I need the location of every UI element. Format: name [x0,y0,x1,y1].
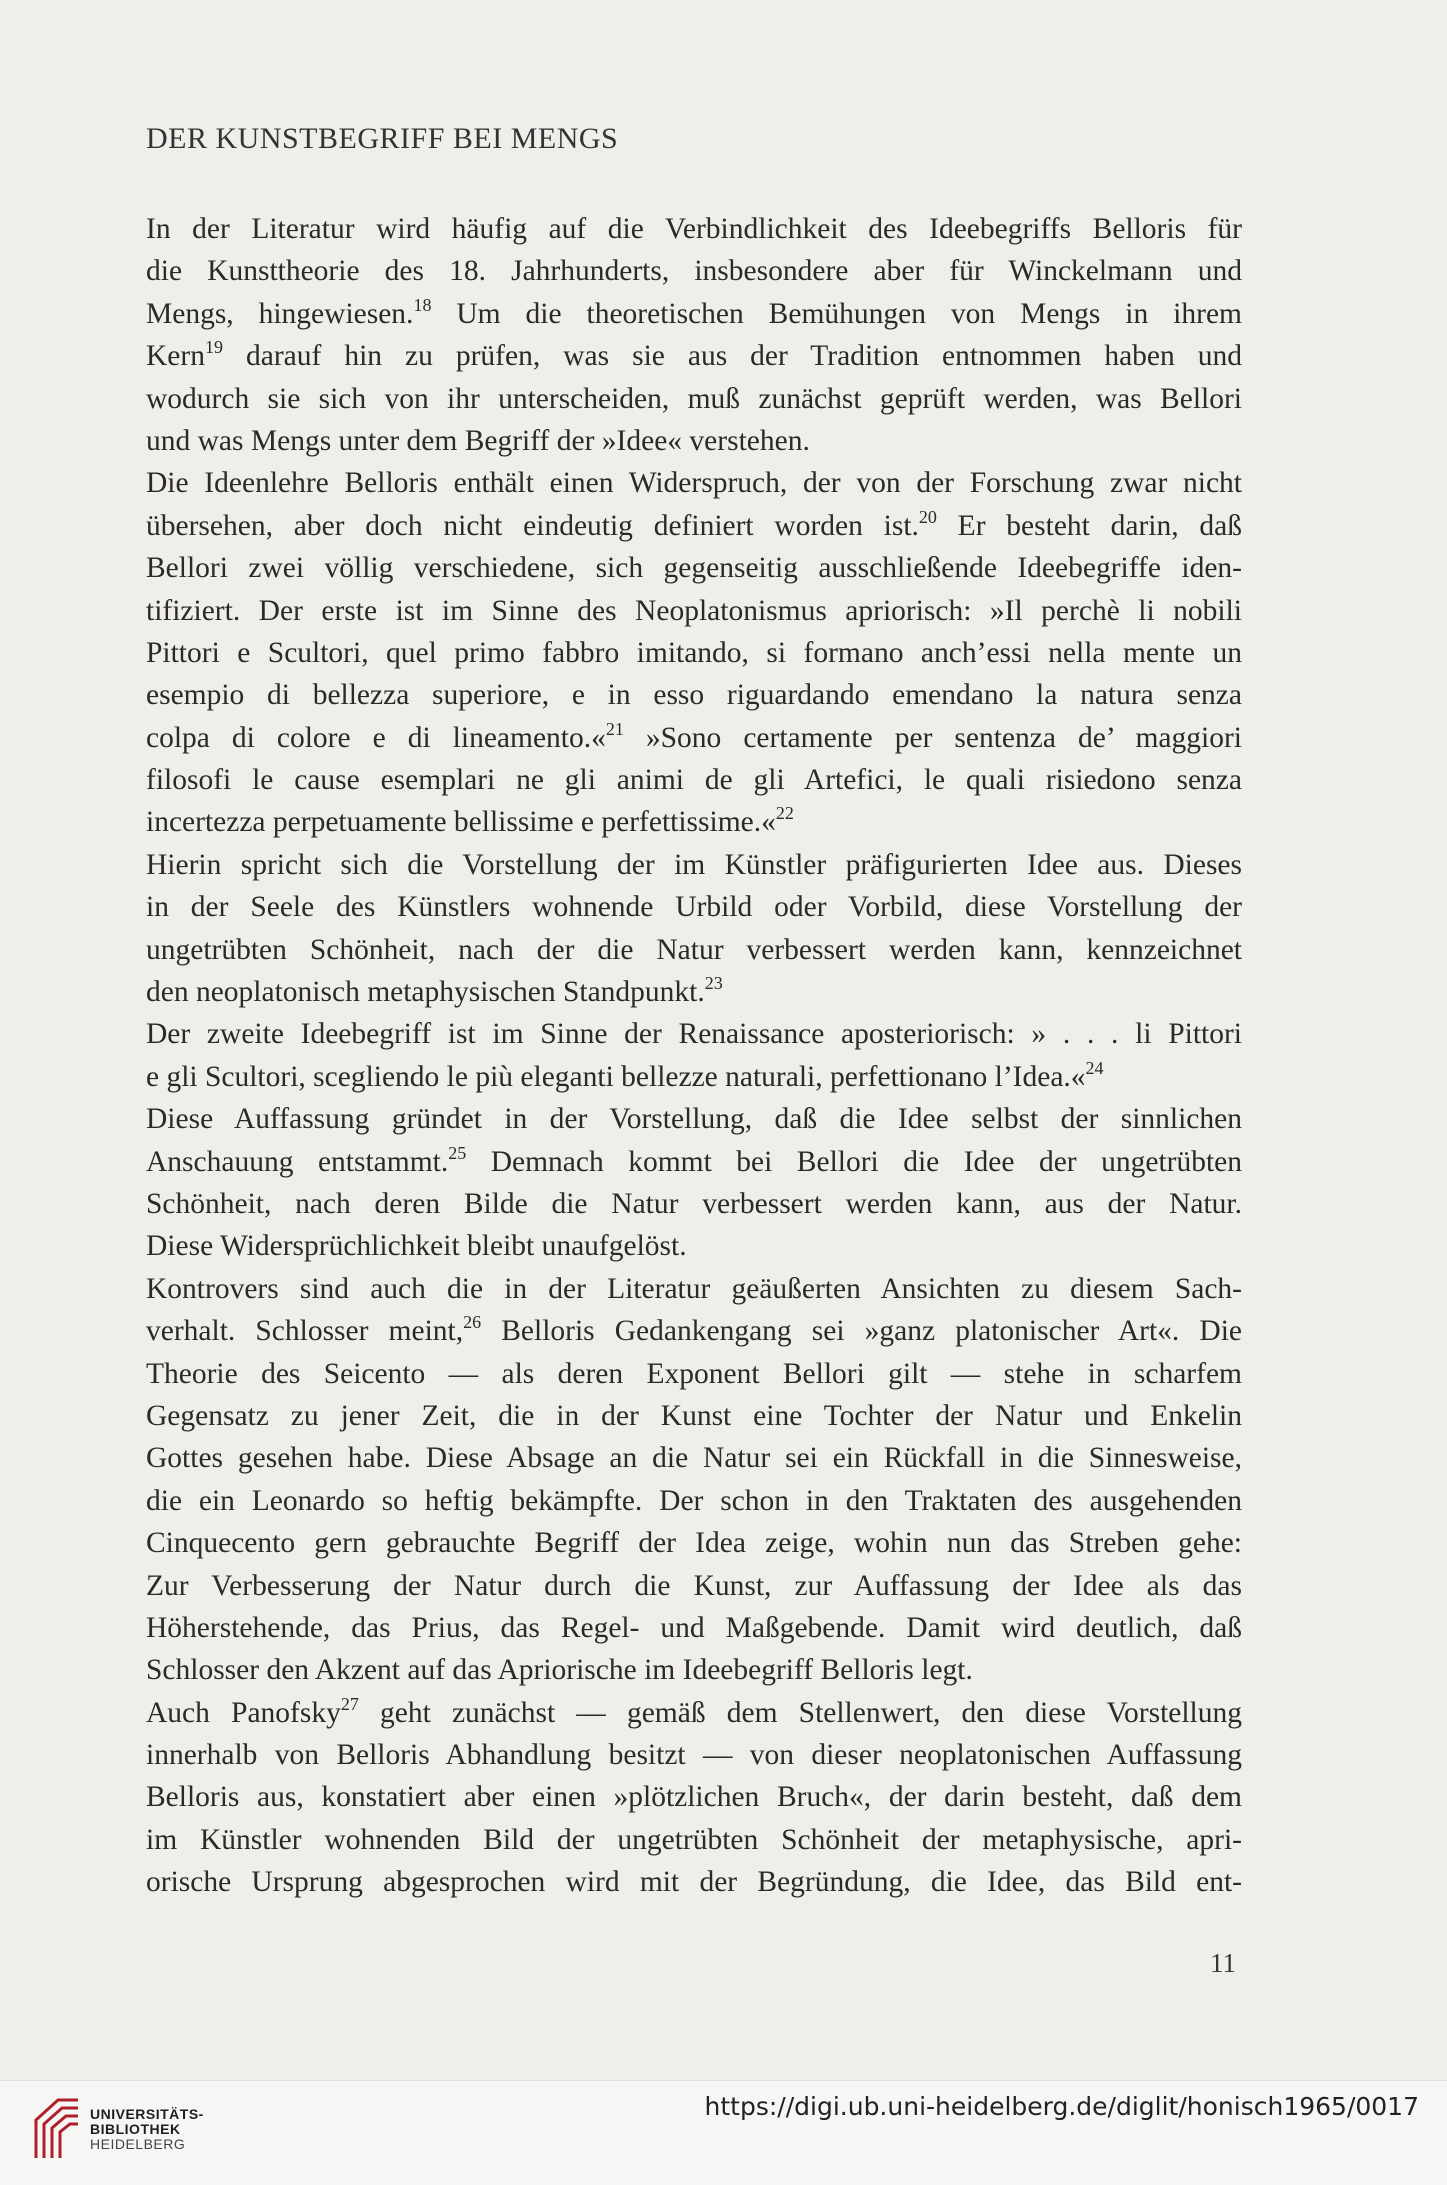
text-line [146,1522,1242,1564]
text-run: Um die theoretischen Bemühungen von Mengs in ihrem [431,297,1242,330]
text-run: Hierin spricht sich die Vorstellung der im Künstler präfigurierten Idee aus. Dieses [146,848,1242,881]
text-run: Höherstehende, das Prius, das Regel- und Maßgebende. Damit wird deutlich, daß [146,1611,1242,1644]
footnote-ref: 22 [775,803,794,824]
text-line [146,420,1242,462]
logo-line-3: HEIDELBERG [90,2136,186,2152]
text-run: tifiziert. Der erste ist im Sinne des Neoplatonismus apriorisch: »Il perchè li nobili [146,594,1242,627]
text-run: In der Literatur wird häufig auf die Verbindlichkeit des Ideebegriffs Belloris für [146,213,1242,245]
text-run: Demnach kommt bei Bellori die Idee der ungetrübten [466,1145,1243,1178]
footnote-ref: 24 [1085,1057,1104,1078]
text-run: Bellori zwei völlig verschiedene, sich gegenseitig ausschließende Ideebegriffe iden- [146,552,1242,585]
footnote-ref: 18 [413,294,432,315]
footnote-ref: 19 [204,337,223,358]
text-line [146,1776,1242,1818]
text-line [146,844,1242,886]
text-line [146,1056,1242,1098]
library-logo-icon [28,2092,86,2162]
text-run: den neoplatonisch metaphysischen Standpunkt. [146,976,705,1009]
source-url-link[interactable]: https://digi.ub.uni-heidelberg.de/diglit/honisch1965/0017 [704,2092,1419,2121]
text-run: Diese Auffassung gründet in der Vorstellung, daß die Idee selbst der sinnlichen [146,1103,1242,1136]
text-line [146,1310,1242,1352]
text-run: filosofi le cause esemplari ne gli animi de gli Artefici, le quali risiedono senza [146,764,1242,797]
text-line [146,1141,1242,1183]
text-line [146,1183,1242,1225]
text-run: Diese Widersprüchlichkeit bleibt unaufgelöst. [146,1230,687,1263]
text-run: Mengs, hingewiesen. [146,297,414,330]
text-line [146,1480,1242,1522]
text-line [146,378,1242,420]
text-line [146,1565,1242,1607]
text-run: incertezza perpetuamente bellissime e perfettissime.« [146,806,776,839]
text-line [146,674,1242,716]
text-run: Pittori e Scultori, quel primo fabbro imitando, si formano anch’essi nella mente un [146,636,1242,669]
text-run: in der Seele des Künstlers wohnende Urbild oder Vorbild, diese Vorstellung der [146,891,1242,924]
text-run: geht zunächst — gemäß dem Stellenwert, den diese Vorstellung [358,1696,1242,1729]
text-line [146,335,1242,377]
text-run: Er besteht darin, daß [936,509,1242,542]
footnote-ref: 20 [918,506,937,527]
text-run: colpa di colore e di lineamento.« [146,721,606,754]
text-run: Belloris aus, konstatiert aber einen »plötzlichen Bruch«, der darin besteht, daß dem [146,1781,1242,1814]
text-line [146,1819,1242,1861]
text-line [146,1013,1242,1055]
text-line [146,1395,1242,1437]
text-run: Gottes gesehen habe. Diese Absage an die Natur sei ein Rückfall in die Sinnesweise, [146,1442,1242,1475]
text-run: esempio di bellezza superiore, e in esso riguardando emendano la natura senza [146,679,1242,712]
text-run: Zur Verbesserung der Natur durch die Kunst, zur Auffassung der Idee als das [146,1569,1242,1602]
text-run: Schönheit, nach deren Bilde die Natur verbessert werden kann, aus der Natur. [146,1187,1242,1220]
text-run: Theorie des Seicento — als deren Exponent Bellori gilt — stehe in scharfem [146,1357,1242,1390]
text-line [146,1437,1242,1479]
text-line [146,505,1242,547]
running-head: DER KUNSTBEGRIFF BEI MENGS [146,122,619,155]
text-line [146,547,1242,589]
text-run: und was Mengs unter dem Begriff der »Idee« verstehen. [146,424,810,457]
text-line [146,717,1242,759]
footnote-ref: 21 [605,718,624,739]
text-line [146,1692,1242,1734]
text-line [146,590,1242,632]
text-run: Auch Panofsky [146,1696,341,1729]
page-number: 11 [1210,1948,1236,1978]
text-line [146,759,1242,801]
footnote-ref: 27 [340,1693,359,1714]
text-run: übersehen, aber doch nicht eindeutig definiert worden ist. [146,509,919,542]
text-run: Der zweite Ideebegriff ist im Sinne der Renaissance aposteriorisch: » . . . li Pittori [146,1018,1242,1051]
text-run: Cinquecento gern gebrauchte Begriff der Idea zeige, wohin nun das Streben gehe: [146,1527,1242,1560]
text-run: Die Ideenlehre Belloris enthält einen Widerspruch, der von der Forschung zwar nicht [146,467,1242,500]
text-run: Gegensatz zu jener Zeit, die in der Kunst eine Tochter der Natur und Enkelin [146,1399,1242,1432]
footnote-ref: 25 [448,1142,467,1163]
text-run: innerhalb von Belloris Abhandlung besitzt — von dieser neoplatonischen Auffassung [146,1739,1242,1772]
text-line [146,462,1242,504]
text-line [146,1268,1242,1310]
text-line [146,886,1242,928]
text-line [146,1225,1242,1267]
text-run: Kontrovers sind auch die in der Literatur geäußerten Ansichten zu diesem Sach- [146,1272,1242,1305]
text-run: darauf hin zu prüfen, was sie aus der Tradition entnommen haben und [222,340,1242,373]
text-line [146,1649,1242,1691]
text-line [146,1098,1242,1140]
text-run: im Künstler wohnenden Bild der ungetrübten Schönheit der metaphysische, apri- [146,1823,1242,1856]
text-line [146,293,1242,335]
footnote-ref: 26 [463,1312,482,1333]
text-line [146,1861,1242,1903]
text-line [146,971,1242,1013]
text-run: die Kunsttheorie des 18. Jahrhunderts, insbesondere aber für Winckelmann und [146,255,1242,288]
text-line [146,929,1242,971]
text-line [146,1353,1242,1395]
text-line [146,801,1242,843]
text-run: orische Ursprung abgesprochen wird mit der Begründung, die Idee, das Bild ent- [146,1866,1242,1899]
library-logo-text [90,2107,204,2152]
text-line [146,1607,1242,1649]
footnote-ref: 23 [704,973,723,994]
text-run: Anschauung entstammt. [146,1145,449,1178]
text-line [146,250,1242,292]
text-run: ungetrübten Schönheit, nach der die Natur verbessert werden kann, kennzeichnet [146,933,1242,966]
text-run: verhalt. Schlosser meint, [146,1315,464,1348]
text-line [146,1734,1242,1776]
text-run: die ein Leonardo so heftig bekämpfte. Der schon in den Traktaten des ausgehenden [146,1484,1242,1517]
body-text [146,208,1242,1904]
logo-line-2: BIBLIOTHEK [90,2121,181,2137]
text-run: e gli Scultori, scegliendo le più eleganti bellezze naturali, perfettionano l’Idea.« [146,1060,1086,1093]
text-run: wodurch sie sich von ihr unterscheiden, muß zunächst geprüft werden, was Bellori [146,382,1242,415]
logo-line-1: UNIVERSITÄTS- [90,2106,204,2122]
text-run: »Sono certamente per sentenza de’ maggiori [623,721,1242,754]
text-run: Kern [146,340,205,373]
text-line [146,632,1242,674]
text-line [146,208,1242,250]
text-run: Belloris Gedankengang sei »ganz platonischer Art«. Die [481,1315,1242,1348]
text-run: Schlosser den Akzent auf das Apriorische im Ideebegriff Belloris legt. [146,1654,973,1687]
